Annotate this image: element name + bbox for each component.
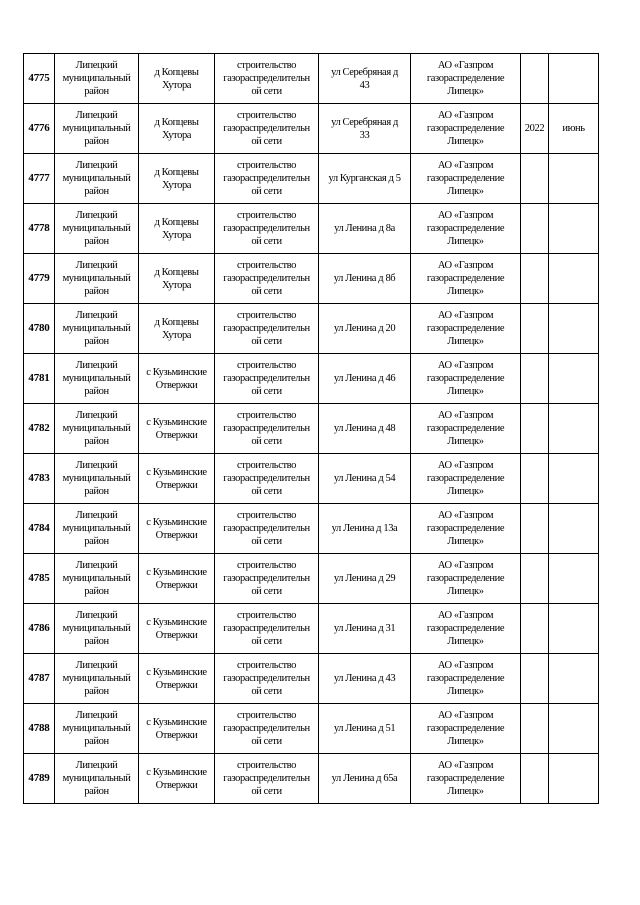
record-number-cell — [24, 454, 55, 504]
address-cell — [319, 554, 411, 604]
owner-cell — [411, 604, 521, 654]
locality-cell — [139, 54, 215, 104]
work-type-cell — [215, 754, 319, 804]
owner-cell-text: АО «Газпром газораспределение Липецк» — [426, 510, 505, 547]
year-cell — [521, 454, 549, 504]
address-cell — [319, 504, 411, 554]
work-type-cell-text: строительство газораспределительн ой сети — [223, 110, 310, 147]
district-cell-text: Липецкий муниципальный район — [62, 310, 131, 347]
owner-cell-text: АО «Газпром газораспределение Липецк» — [426, 210, 505, 247]
district-cell — [55, 454, 139, 504]
record-number-cell-text: 4789 — [28, 772, 50, 784]
address-cell-text: ул Ленина д 29 — [333, 573, 396, 584]
district-cell-text: Липецкий муниципальный район — [62, 560, 131, 597]
district-cell — [55, 254, 139, 304]
month-cell — [549, 304, 599, 354]
record-number-cell — [24, 754, 55, 804]
table-row — [24, 204, 599, 254]
table-row — [24, 504, 599, 554]
owner-cell — [411, 104, 521, 154]
locality-cell-text: с Кузьминские Отвержки — [146, 366, 207, 391]
district-cell-text: Липецкий муниципальный район — [62, 110, 131, 147]
locality-cell-text: с Кузьминские Отвержки — [146, 466, 207, 491]
year-cell — [521, 254, 549, 304]
month-cell — [549, 704, 599, 754]
address-cell — [319, 454, 411, 504]
address-cell — [319, 304, 411, 354]
record-number-cell — [24, 654, 55, 704]
work-type-cell-text: строительство газораспределительн ой сети — [223, 760, 310, 797]
record-number-cell — [24, 404, 55, 454]
owner-cell-text: АО «Газпром газораспределение Липецк» — [426, 660, 505, 697]
table-row — [24, 104, 599, 154]
month-cell — [549, 404, 599, 454]
locality-cell — [139, 154, 215, 204]
month-cell — [549, 54, 599, 104]
locality-cell — [139, 304, 215, 354]
year-cell — [521, 504, 549, 554]
district-cell-text: Липецкий муниципальный район — [62, 610, 131, 647]
locality-cell-text: с Кузьминские Отвержки — [146, 766, 207, 791]
record-number-cell — [24, 154, 55, 204]
work-type-cell — [215, 454, 319, 504]
address-cell-text: ул Ленина д 51 — [333, 723, 396, 734]
year-cell — [521, 104, 549, 154]
address-cell-text: ул Ленина д 43 — [333, 673, 396, 684]
table-row — [24, 454, 599, 504]
district-cell-text: Липецкий муниципальный район — [62, 510, 131, 547]
owner-cell — [411, 504, 521, 554]
record-number-cell-text: 4785 — [28, 572, 50, 584]
owner-cell-text: АО «Газпром газораспределение Липецк» — [426, 310, 505, 347]
record-number-cell-text: 4777 — [28, 172, 50, 184]
locality-cell-text: д Копцевы Хутора — [154, 66, 199, 91]
work-type-cell-text: строительство газораспределительн ой сети — [223, 260, 310, 297]
table-row — [24, 354, 599, 404]
year-cell — [521, 754, 549, 804]
district-cell — [55, 54, 139, 104]
locality-cell-text: д Копцевы Хутора — [154, 166, 199, 191]
record-number-cell — [24, 554, 55, 604]
address-cell — [319, 754, 411, 804]
district-cell-text: Липецкий муниципальный район — [62, 760, 131, 797]
district-cell-text: Липецкий муниципальный район — [62, 660, 131, 697]
locality-cell-text: д Копцевы Хутора — [154, 116, 199, 141]
district-cell — [55, 404, 139, 454]
work-type-cell-text: строительство газораспределительн ой сети — [223, 160, 310, 197]
record-number-cell-text: 4782 — [28, 422, 50, 434]
record-number-cell-text: 4778 — [28, 222, 50, 234]
table-row — [24, 154, 599, 204]
owner-cell — [411, 204, 521, 254]
address-cell-text: ул Ленина д 46 — [333, 373, 396, 384]
district-cell — [55, 304, 139, 354]
locality-cell — [139, 354, 215, 404]
district-cell — [55, 154, 139, 204]
owner-cell — [411, 354, 521, 404]
district-cell-text: Липецкий муниципальный район — [62, 60, 131, 97]
work-type-cell-text: строительство газораспределительн ой сети — [223, 510, 310, 547]
record-number-cell — [24, 354, 55, 404]
owner-cell — [411, 54, 521, 104]
address-cell — [319, 154, 411, 204]
locality-cell-text: д Копцевы Хутора — [154, 316, 199, 341]
work-type-cell — [215, 504, 319, 554]
locality-cell — [139, 704, 215, 754]
year-cell-text: 2022 — [524, 123, 545, 134]
year-cell — [521, 704, 549, 754]
work-type-cell — [215, 404, 319, 454]
work-type-cell — [215, 154, 319, 204]
work-type-cell-text: строительство газораспределительн ой сети — [223, 360, 310, 397]
owner-cell-text: АО «Газпром газораспределение Липецк» — [426, 160, 505, 197]
record-number-cell-text: 4783 — [28, 472, 50, 484]
month-cell — [549, 354, 599, 404]
record-number-cell — [24, 204, 55, 254]
record-number-cell-text: 4786 — [28, 622, 50, 634]
district-cell — [55, 504, 139, 554]
work-type-cell — [215, 604, 319, 654]
work-type-cell-text: строительство газораспределительн ой сети — [223, 60, 310, 97]
record-number-cell — [24, 54, 55, 104]
owner-cell-text: АО «Газпром газораспределение Липецк» — [426, 60, 505, 97]
table-row — [24, 604, 599, 654]
district-cell — [55, 654, 139, 704]
owner-cell — [411, 554, 521, 604]
work-type-cell — [215, 254, 319, 304]
owner-cell-text: АО «Газпром газораспределение Липецк» — [426, 760, 505, 797]
address-cell-text: ул Ленина д 8а — [334, 223, 395, 234]
locality-cell-text: с Кузьминские Отвержки — [146, 666, 207, 691]
district-cell-text: Липецкий муниципальный район — [62, 160, 131, 197]
owner-cell-text: АО «Газпром газораспределение Липецк» — [426, 560, 505, 597]
address-cell — [319, 204, 411, 254]
gas-network-registry-table — [23, 53, 599, 804]
work-type-cell-text: строительство газораспределительн ой сети — [223, 410, 310, 447]
owner-cell — [411, 754, 521, 804]
work-type-cell — [215, 304, 319, 354]
owner-cell-text: АО «Газпром газораспределение Липецк» — [426, 460, 505, 497]
month-cell — [549, 154, 599, 204]
locality-cell-text: д Копцевы Хутора — [154, 216, 199, 241]
locality-cell — [139, 104, 215, 154]
work-type-cell — [215, 704, 319, 754]
address-cell-text: ул Ленина д 8б — [333, 273, 396, 284]
owner-cell — [411, 704, 521, 754]
month-cell — [549, 254, 599, 304]
work-type-cell-text: строительство газораспределительн ой сети — [223, 710, 310, 747]
table-row — [24, 254, 599, 304]
locality-cell-text: д Копцевы Хутора — [154, 266, 199, 291]
district-cell — [55, 754, 139, 804]
address-cell — [319, 54, 411, 104]
address-cell-text: ул Ленина д 31 — [333, 623, 396, 634]
work-type-cell — [215, 54, 319, 104]
district-cell — [55, 554, 139, 604]
year-cell — [521, 654, 549, 704]
month-cell — [549, 604, 599, 654]
record-number-cell-text: 4775 — [28, 72, 50, 84]
owner-cell-text: АО «Газпром газораспределение Липецк» — [426, 710, 505, 747]
year-cell — [521, 604, 549, 654]
owner-cell — [411, 254, 521, 304]
address-cell — [319, 654, 411, 704]
district-cell — [55, 604, 139, 654]
record-number-cell — [24, 504, 55, 554]
owner-cell-text: АО «Газпром газораспределение Липецк» — [426, 110, 505, 147]
record-number-cell — [24, 254, 55, 304]
address-cell — [319, 404, 411, 454]
district-cell — [55, 204, 139, 254]
record-number-cell — [24, 304, 55, 354]
locality-cell — [139, 604, 215, 654]
locality-cell — [139, 504, 215, 554]
locality-cell — [139, 554, 215, 604]
work-type-cell — [215, 554, 319, 604]
table-row — [24, 54, 599, 104]
year-cell — [521, 554, 549, 604]
address-cell-text: ул Ленина д 13а — [331, 523, 398, 534]
table-row — [24, 404, 599, 454]
record-number-cell — [24, 104, 55, 154]
locality-cell — [139, 754, 215, 804]
district-cell — [55, 104, 139, 154]
month-cell — [549, 554, 599, 604]
locality-cell-text: с Кузьминские Отвержки — [146, 516, 207, 541]
record-number-cell — [24, 704, 55, 754]
table-row — [24, 554, 599, 604]
address-cell-text: ул Курганская д 5 — [328, 173, 401, 184]
month-cell — [549, 504, 599, 554]
work-type-cell — [215, 654, 319, 704]
work-type-cell-text: строительство газораспределительн ой сети — [223, 310, 310, 347]
address-cell — [319, 704, 411, 754]
owner-cell-text: АО «Газпром газораспределение Липецк» — [426, 410, 505, 447]
district-cell-text: Липецкий муниципальный район — [62, 360, 131, 397]
owner-cell — [411, 154, 521, 204]
year-cell — [521, 304, 549, 354]
locality-cell — [139, 654, 215, 704]
district-cell-text: Липецкий муниципальный район — [62, 410, 131, 447]
address-cell-text: ул Серебряная д 43 — [331, 66, 398, 91]
work-type-cell — [215, 104, 319, 154]
month-cell-text: июнь — [562, 123, 585, 134]
year-cell — [521, 204, 549, 254]
address-cell-text: ул Ленина д 20 — [333, 323, 396, 334]
record-number-cell-text: 4776 — [28, 122, 50, 134]
district-cell-text: Липецкий муниципальный район — [62, 710, 131, 747]
district-cell-text: Липецкий муниципальный район — [62, 260, 131, 297]
address-cell-text: ул Серебряная д 33 — [331, 116, 398, 141]
owner-cell — [411, 454, 521, 504]
record-number-cell-text: 4780 — [28, 322, 50, 334]
record-number-cell-text: 4779 — [28, 272, 50, 284]
locality-cell — [139, 254, 215, 304]
year-cell — [521, 54, 549, 104]
address-cell-text: ул Ленина д 65а — [331, 773, 398, 784]
record-number-cell-text: 4787 — [28, 672, 50, 684]
address-cell-text: ул Ленина д 48 — [333, 423, 396, 434]
work-type-cell — [215, 204, 319, 254]
table-row — [24, 704, 599, 754]
record-number-cell — [24, 604, 55, 654]
work-type-cell-text: строительство газораспределительн ой сети — [223, 610, 310, 647]
record-number-cell-text: 4784 — [28, 522, 50, 534]
year-cell — [521, 354, 549, 404]
owner-cell-text: АО «Газпром газораспределение Липецк» — [426, 610, 505, 647]
owner-cell — [411, 654, 521, 704]
locality-cell-text: с Кузьминские Отвержки — [146, 716, 207, 741]
district-cell — [55, 704, 139, 754]
table-row — [24, 304, 599, 354]
owner-cell-text: АО «Газпром газораспределение Липецк» — [426, 360, 505, 397]
locality-cell-text: с Кузьминские Отвержки — [146, 416, 207, 441]
address-cell — [319, 354, 411, 404]
owner-cell — [411, 404, 521, 454]
address-cell — [319, 604, 411, 654]
district-cell-text: Липецкий муниципальный район — [62, 210, 131, 247]
district-cell-text: Липецкий муниципальный район — [62, 460, 131, 497]
record-number-cell-text: 4788 — [28, 722, 50, 734]
work-type-cell-text: строительство газораспределительн ой сети — [223, 560, 310, 597]
month-cell — [549, 654, 599, 704]
owner-cell — [411, 304, 521, 354]
year-cell — [521, 154, 549, 204]
table-row — [24, 754, 599, 804]
registry-table-body — [24, 54, 599, 804]
record-number-cell-text: 4781 — [28, 372, 50, 384]
address-cell — [319, 104, 411, 154]
month-cell — [549, 754, 599, 804]
work-type-cell-text: строительство газораспределительн ой сети — [223, 660, 310, 697]
work-type-cell-text: строительство газораспределительн ой сети — [223, 210, 310, 247]
work-type-cell — [215, 354, 319, 404]
locality-cell — [139, 204, 215, 254]
district-cell — [55, 354, 139, 404]
table-row — [24, 654, 599, 704]
address-cell — [319, 254, 411, 304]
address-cell-text: ул Ленина д 54 — [333, 473, 396, 484]
locality-cell — [139, 404, 215, 454]
locality-cell-text: с Кузьминские Отвержки — [146, 566, 207, 591]
year-cell — [521, 404, 549, 454]
month-cell — [549, 204, 599, 254]
month-cell — [549, 454, 599, 504]
month-cell — [549, 104, 599, 154]
locality-cell — [139, 454, 215, 504]
locality-cell-text: с Кузьминские Отвержки — [146, 616, 207, 641]
owner-cell-text: АО «Газпром газораспределение Липецк» — [426, 260, 505, 297]
work-type-cell-text: строительство газораспределительн ой сети — [223, 460, 310, 497]
